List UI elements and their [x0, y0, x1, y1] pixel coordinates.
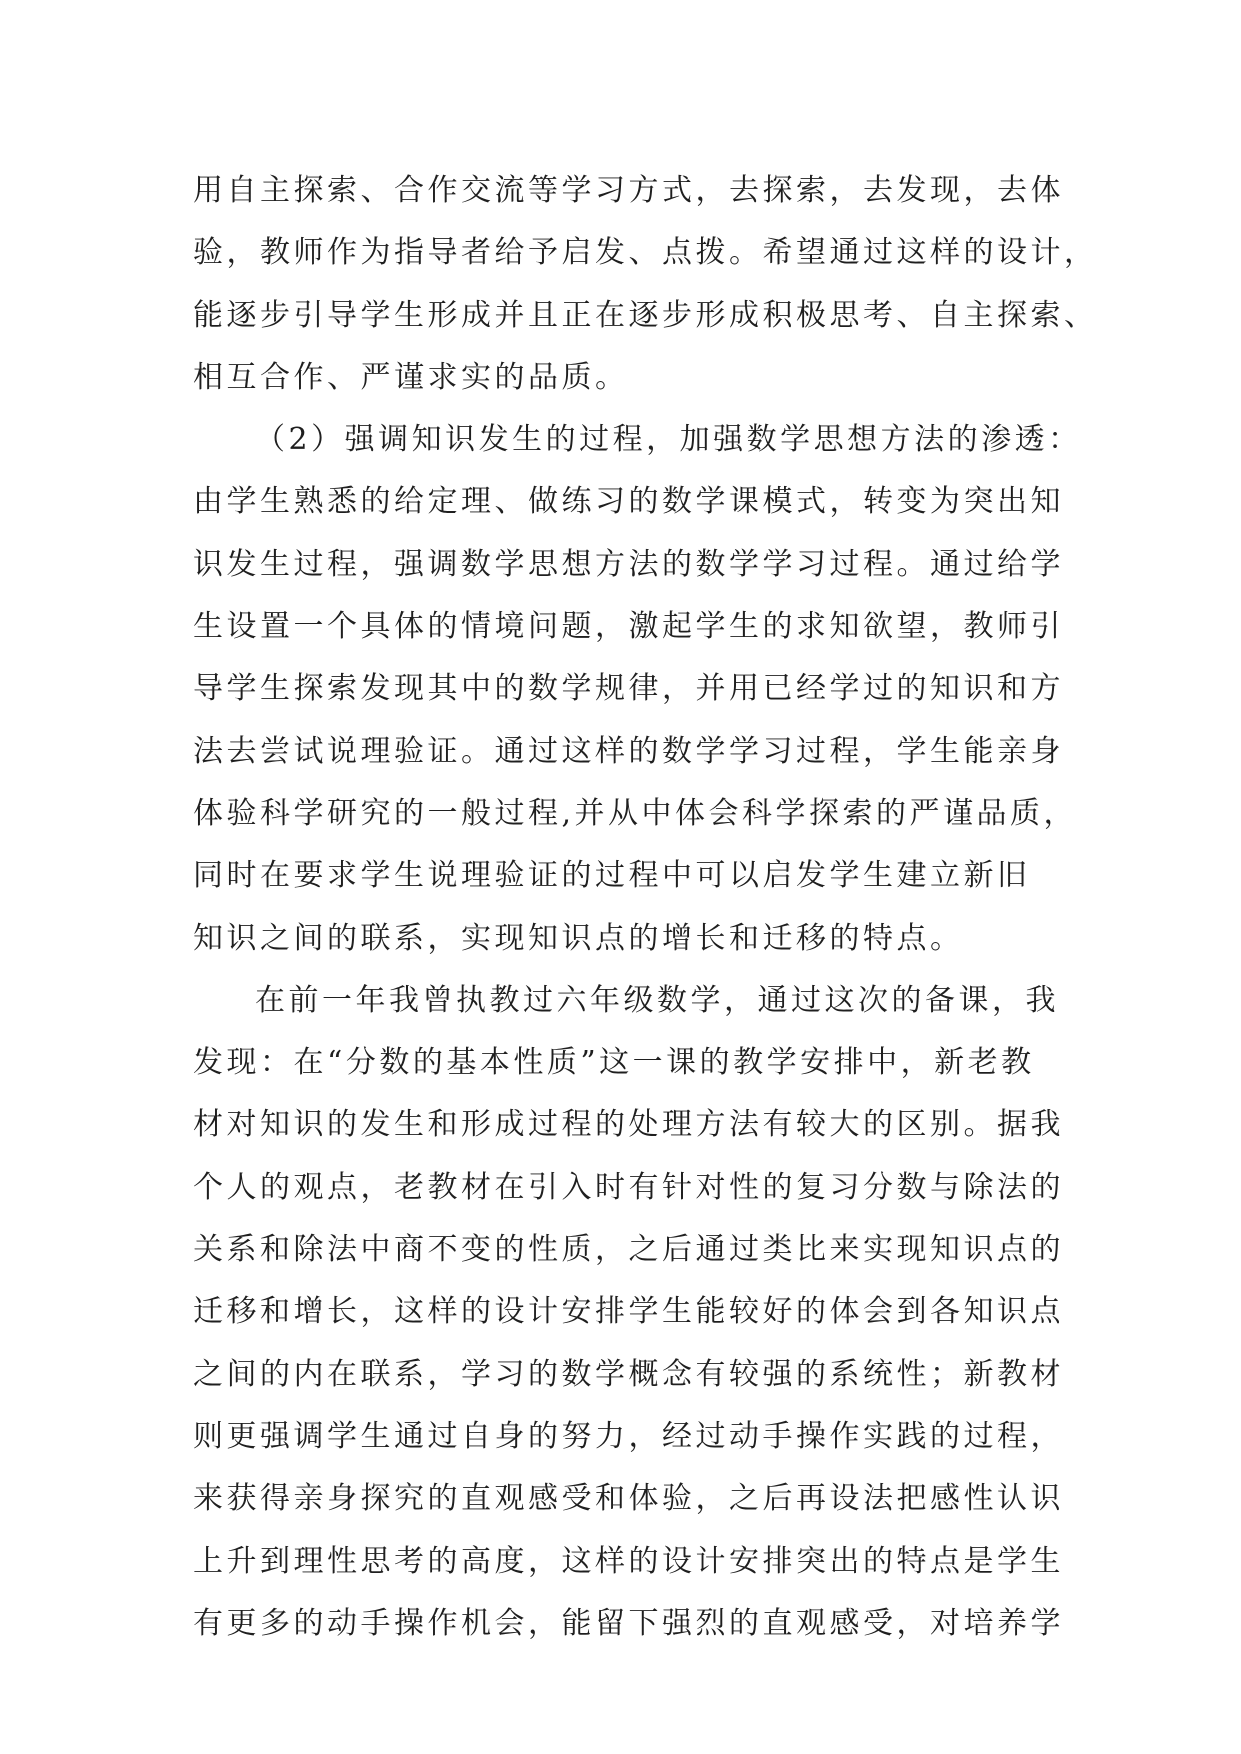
text-line: 在前一年我曾执教过六年级数学，通过这次的备课，我	[255, 982, 1059, 1018]
text-line: 识发生过程，强调数学思想方法的数学学习过程。通过给学	[193, 546, 1064, 582]
text-line: 上升到理性思考的高度，这样的设计安排突出的特点是学生	[193, 1543, 1064, 1579]
text-line: 能逐步引导学生形成并且正在逐步形成积极思考、自主探索、	[193, 297, 1098, 333]
text-line: 有更多的动手操作机会，能留下强烈的直观感受，对培养学	[193, 1605, 1064, 1641]
paragraph-2	[193, 409, 1093, 970]
text-line: 同时在要求学生说理验证的过程中可以启发学生建立新旧	[193, 858, 1031, 894]
text-line: 之间的内在联系，学习的数学概念有较强的系统性；新教材	[193, 1356, 1064, 1392]
text-line: 由学生熟悉的给定理、做练习的数学课模式，转变为突出知	[193, 484, 1064, 520]
text-line: 验，教师作为指导者给予启发、点拨。希望通过这样的设计，	[193, 235, 1098, 271]
paragraph-1	[193, 160, 1098, 409]
text-line: 发现：在“分数的基本性质”这一课的教学安排中，新老教	[193, 1045, 1035, 1081]
text-line: 法去尝试说理验证。通过这样的数学学习过程，学生能亲身	[193, 733, 1064, 769]
text-line: 来获得亲身探究的直观感受和体验，之后再设法把感性认识	[193, 1481, 1064, 1517]
text-line: 体验科学研究的一般过程,并从中体会科学探索的严谨品质，	[193, 795, 1078, 831]
text-line: 生设置一个具体的情境问题，激起学生的求知欲望，教师引	[193, 609, 1064, 645]
text-line: （2）强调知识发生的过程，加强数学思想方法的渗透：	[255, 422, 1082, 458]
text-line: 知识之间的联系，实现知识点的增长和迁移的特点。	[193, 920, 964, 956]
text-line: 则更强调学生通过自身的努力，经过动手操作实践的过程，	[193, 1418, 1064, 1454]
text-line: 用自主探索、合作交流等学习方式，去探索，去发现，去体	[193, 173, 1064, 208]
text-line: 迁移和增长，这样的设计安排学生能较好的体会到各知识点	[193, 1294, 1064, 1330]
text-line: 关系和除法中商不变的性质，之后通过类比来实现知识点的	[193, 1232, 1064, 1268]
text-line: 相互合作、严谨求实的品质。	[193, 359, 629, 395]
text-line: 导学生探索发现其中的数学规律，并用已经学过的知识和方	[193, 671, 1064, 707]
text-line: 材对知识的发生和形成过程的处理方法有较大的区别。据我	[193, 1107, 1064, 1143]
text-line: 个人的观点，老教材在引入时有针对性的复习分数与除法的	[193, 1169, 1064, 1205]
body-text	[193, 160, 1098, 1655]
paragraph-3	[193, 970, 1093, 1655]
